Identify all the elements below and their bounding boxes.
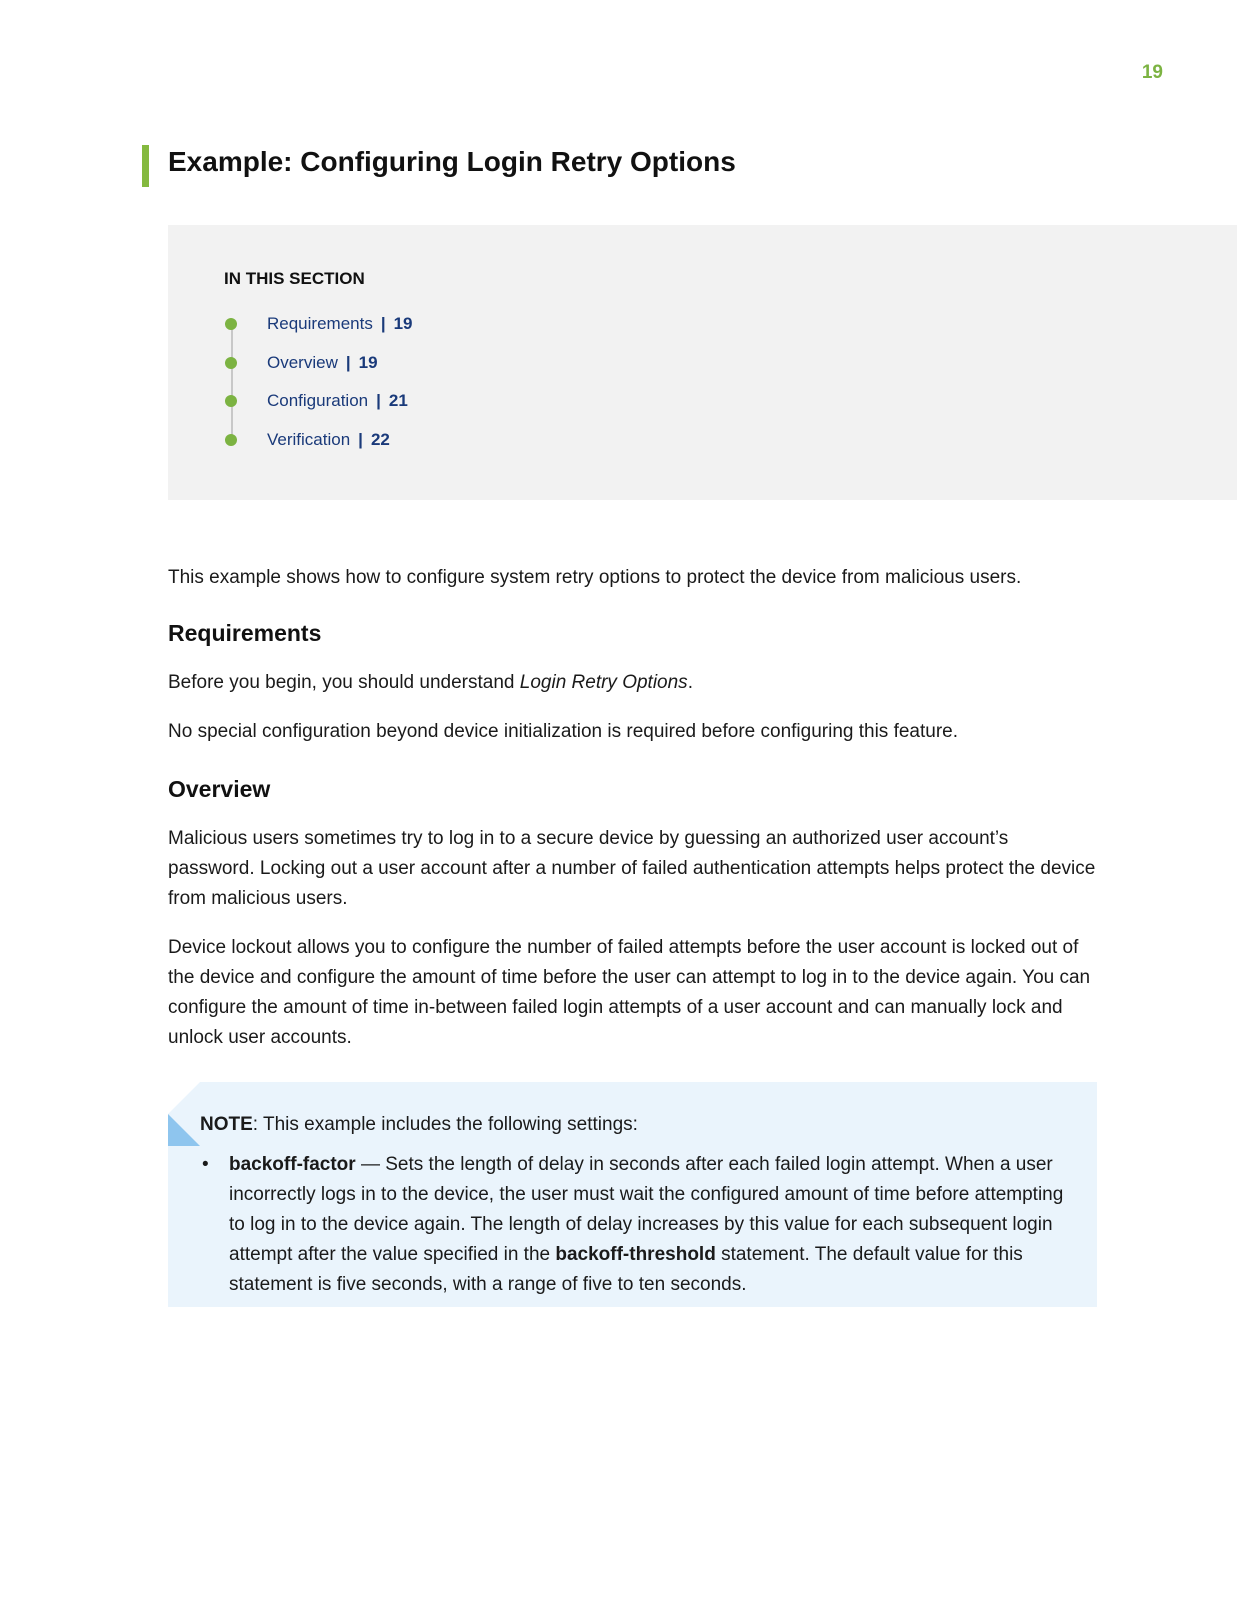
toc-item-verification[interactable] [224,421,413,460]
overview-heading: Overview [168,776,271,802]
note-corner-fold [168,1082,200,1114]
page-title: Example: Configuring Login Retry Options [168,146,736,177]
toc-bullet-icon [225,357,237,369]
note-intro: : This example includes the following settings: [252,1114,638,1135]
note-list [200,1150,1070,1300]
toc-item-requirements[interactable] [224,305,413,344]
toc-link[interactable]: Configuration [267,391,369,410]
requirements-paragraph-2: No special configuration beyond device initialization is required before configuring this feature. [168,721,959,742]
toc-separator: | [358,429,363,449]
requirements-text: Before you begin, you should understand [168,672,520,693]
requirements-paragraph [168,668,1098,698]
title-accent-bar [142,145,149,187]
toc-heading: IN THIS SECTION [224,269,365,288]
toc-list [224,305,413,459]
note-list-item [200,1150,1070,1300]
overview-paragraph-1: Malicious users sometimes try to log in to a secure device by guessing an authorized user account’s password. Locking out a user account after a number of failed authentication attempts helps protect the device from malicious users. [168,828,1096,909]
toc-bullet-icon [225,318,237,330]
bullet-icon: • [202,1154,209,1175]
toc-separator: | [345,352,351,372]
page-number: 19 [1141,62,1163,83]
note-box [168,1082,1097,1307]
backoff-threshold-term: backoff-threshold [555,1244,716,1265]
toc-bullet-icon [225,395,237,407]
toc-link[interactable]: Requirements [267,314,373,333]
toc-bullet-icon [225,434,237,446]
note-item-text-end: statement. The default value for this statement is five seconds, with a range of five to ten seconds. [229,1244,1023,1295]
toc-box [168,225,1237,500]
toc-page[interactable]: 21 [388,391,408,410]
toc-link[interactable]: Overview [267,352,338,372]
toc-item-configuration[interactable] [224,382,413,421]
overview-paragraph-2: Device lockout allows you to configure the number of failed attempts before the user account is locked out of the device and configure the amount of time before the user can attempt to log in to the device again. You can configure the amount of time in-between failed login attempts of a user account and can manually lock and unlock user accounts. [168,937,1091,1048]
note-label: NOTE [200,1114,253,1135]
toc-page[interactable]: 19 [358,352,378,372]
requirements-text-end: . [687,672,693,693]
requirements-heading: Requirements [168,620,322,646]
toc-separator: | [380,314,386,333]
toc-page[interactable]: 19 [393,314,413,333]
note-title [200,1110,638,1140]
note-item-text: — Sets the length of delay in seconds after each failed login attempt. When a user incorrectly logs in to the device, the user must wait the configured amount of time before attempting to log in to the device again. The length of delay increases by this value for each subsequent login attempt after the value specified in the [229,1154,1064,1265]
backoff-factor-term: backoff-factor [229,1154,356,1175]
toc-separator: | [376,391,381,410]
toc-item-overview[interactable] [224,344,413,383]
intro-paragraph: This example shows how to configure system retry options to protect the device from malicious users. [168,567,1022,588]
toc-page[interactable]: 22 [370,429,390,449]
login-retry-options-link[interactable]: Login Retry Options [519,672,688,693]
toc-link[interactable]: Verification [267,429,351,449]
